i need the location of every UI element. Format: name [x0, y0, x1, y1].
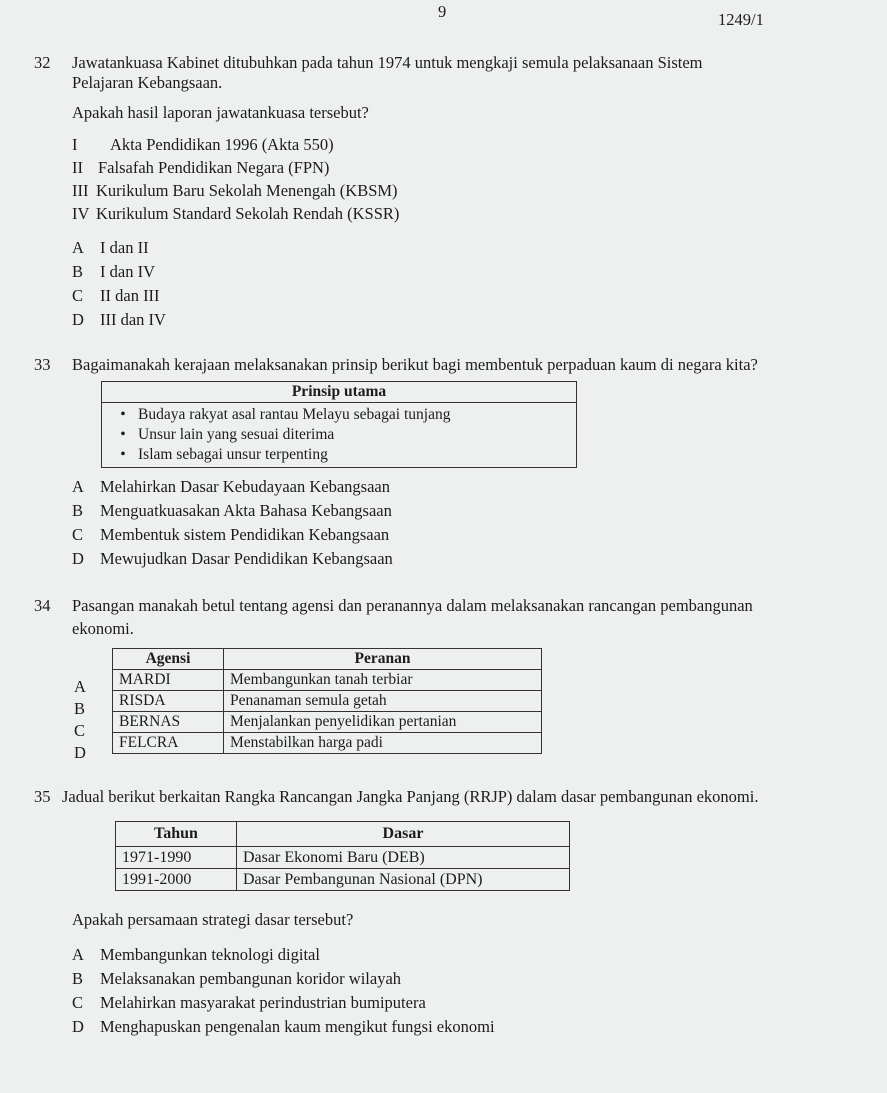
q35-header-tahun: Tahun: [116, 822, 237, 847]
q34-header-agensi: Agensi: [113, 649, 224, 670]
q33-stem: Bagaimanakah kerajaan melaksanakan prinsip berikut bagi membentuk perpaduan kaum di negara kita?: [72, 355, 758, 374]
q33-number: 33: [34, 355, 51, 374]
q34-peranan-d: Menstabilkan harga padi: [224, 733, 542, 754]
q33-bullet-list: [102, 403, 577, 468]
q32-question: Apakah hasil laporan jawatankuasa tersebut?: [72, 103, 369, 122]
q33-principle-table: [101, 381, 577, 468]
q34-agensi-c: BERNAS: [113, 712, 224, 733]
q32-number: 32: [34, 53, 51, 72]
q32-option-b[interactable]: B I dan IV: [72, 262, 155, 281]
q34-peranan-a: Membangunkan tanah terbiar: [224, 670, 542, 691]
q32-item-i: I Akta Pendidikan 1996 (Akta 550): [72, 135, 334, 154]
table-row: [116, 847, 570, 869]
q32-stem-line2: Pelajaran Kebangsaan.: [72, 73, 223, 92]
q33-table-header: Prinsip utama: [102, 382, 577, 403]
q34-peranan-c: Menjalankan penyelidikan pertanian: [224, 712, 542, 733]
table-row: [113, 670, 542, 691]
q35-number: 35: [34, 787, 51, 806]
q34-letter-c[interactable]: C: [74, 721, 86, 740]
q35-stem: Jadual berikut berkaitan Rangka Rancangan Jangka Panjang (RRJP) dalam dasar pembangunan ekonomi.: [62, 787, 759, 806]
table-row: [113, 712, 542, 733]
q34-letter-b[interactable]: B: [74, 699, 86, 718]
q32-stem-line1: Jawatankuasa Kabinet ditubuhkan pada tahun 1974 untuk mengkaji semula pelaksanaan Sistem: [72, 53, 703, 72]
q35-rrjp-table: [115, 821, 570, 891]
q33-option-c[interactable]: C Membentuk sistem Pendidikan Kebangsaan: [72, 525, 390, 544]
q34-stem-line1: Pasangan manakah betul tentang agensi dan peranannya dalam melaksanakan rancangan pembangunan: [72, 596, 753, 615]
q32-option-d[interactable]: D III dan IV: [72, 310, 166, 329]
q33-option-b[interactable]: B Menguatkuasakan Akta Bahasa Kebangsaan: [72, 501, 392, 520]
q32-option-c[interactable]: C II dan III: [72, 286, 160, 305]
q34-header-peranan: Peranan: [224, 649, 542, 670]
q34-number: 34: [34, 596, 51, 615]
q34-agensi-b: RISDA: [113, 691, 224, 712]
paper-code: 1249/1: [718, 10, 764, 29]
q35-tahun-1: 1971-1990: [116, 847, 237, 869]
q32-item-iii: III Kurikulum Baru Sekolah Menengah (KBSM): [72, 181, 398, 200]
q34-agensi-a: MARDI: [113, 670, 224, 691]
q35-option-d[interactable]: D Menghapuskan pengenalan kaum mengikut fungsi ekonomi: [72, 1017, 495, 1036]
q35-dasar-2: Dasar Pembangunan Nasional (DPN): [237, 869, 570, 891]
table-row: [113, 733, 542, 754]
q32-item-ii: II Falsafah Pendidikan Negara (FPN): [72, 158, 330, 177]
q35-tahun-2: 1991-2000: [116, 869, 237, 891]
q33-option-a[interactable]: A Melahirkan Dasar Kebudayaan Kebangsaan: [72, 477, 390, 496]
q35-option-a[interactable]: A Membangunkan teknologi digital: [72, 945, 320, 964]
q33-bullet-3: • Islam sebagai unsur terpenting: [120, 446, 328, 463]
q34-stem-line2: ekonomi.: [72, 619, 134, 638]
q32-item-iv: IV Kurikulum Standard Sekolah Rendah (KSSR): [72, 204, 400, 223]
q35-option-c[interactable]: C Melahirkan masyarakat perindustrian bumiputera: [72, 993, 426, 1012]
q34-letter-a[interactable]: A: [74, 677, 86, 696]
q34-peranan-b: Penanaman semula getah: [224, 691, 542, 712]
q34-agency-table: [112, 648, 542, 754]
page-number: 9: [438, 2, 447, 21]
q35-dasar-1: Dasar Ekonomi Baru (DEB): [237, 847, 570, 869]
q33-bullet-1: • Budaya rakyat asal rantau Melayu sebagai tunjang: [120, 406, 451, 423]
table-row: [113, 691, 542, 712]
q35-question: Apakah persamaan strategi dasar tersebut?: [72, 910, 354, 929]
q34-letter-d[interactable]: D: [74, 743, 86, 762]
q33-bullet-2: • Unsur lain yang sesuai diterima: [120, 426, 335, 443]
q35-option-b[interactable]: B Melaksanakan pembangunan koridor wilayah: [72, 969, 402, 988]
table-row: [116, 869, 570, 891]
q35-header-dasar: Dasar: [237, 822, 570, 847]
q34-agensi-d: FELCRA: [113, 733, 224, 754]
q32-option-a[interactable]: A I dan II: [72, 238, 149, 257]
q33-option-d[interactable]: D Mewujudkan Dasar Pendidikan Kebangsaan: [72, 549, 393, 568]
